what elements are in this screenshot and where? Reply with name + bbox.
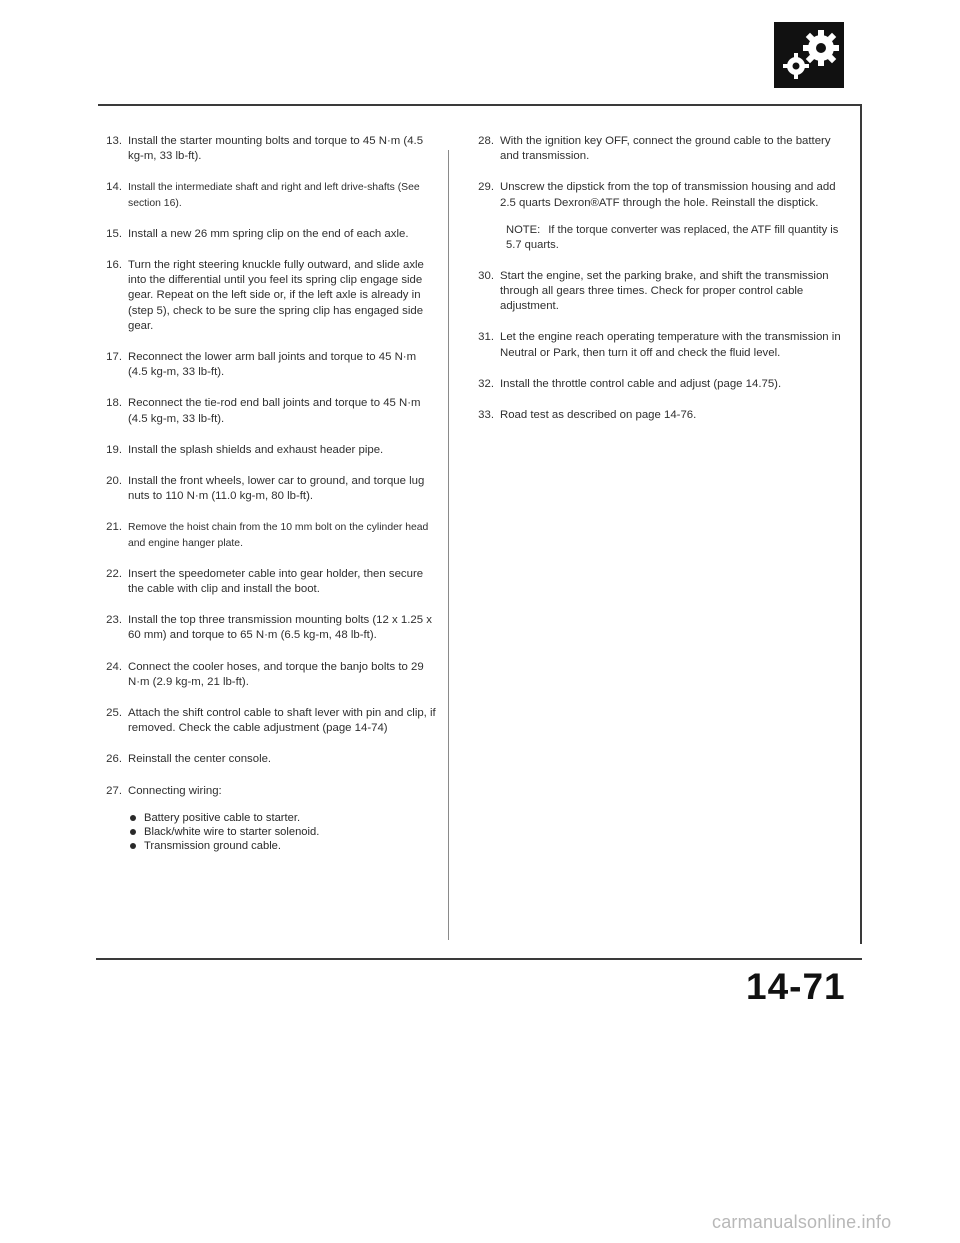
step-30: [462, 269, 846, 315]
step-25: [90, 706, 436, 736]
step-32: [462, 377, 846, 392]
gears-icon: [774, 22, 844, 88]
step-31: [462, 330, 846, 360]
step-number: 14.: [106, 181, 122, 194]
watermark[interactable]: carmanualsonline.info: [712, 1212, 892, 1232]
step-number: 25.: [106, 707, 122, 720]
step-16: [90, 258, 436, 334]
step-17: [90, 350, 436, 380]
top-rule: [98, 104, 862, 106]
step-19: [90, 443, 436, 458]
step-number: 27.: [106, 784, 122, 797]
step-text: Reconnect the tie-rod end ball joints and torque to 45 N·m (4.5 kg-m, 33 lb-ft).: [128, 397, 421, 425]
step-text: Install the throttle control cable and adjust (page 14.75).: [500, 377, 782, 390]
page-number: 14-71: [746, 966, 846, 1007]
step-27: [90, 784, 436, 799]
right-rule: [860, 104, 862, 944]
step-text: Road test as described on page 14-76.: [500, 409, 697, 422]
step-22: [90, 567, 436, 597]
step-26: [90, 752, 436, 767]
step-number: 15.: [106, 227, 122, 240]
step-number: 26.: [106, 753, 122, 766]
right-column: [462, 134, 846, 439]
step-text: Remove the hoist chain from the 10 mm bolt on the cylinder head and engine hanger plate.: [128, 522, 429, 549]
step-text: Install a new 26 mm spring clip on the end of each axle.: [128, 227, 409, 240]
step-text: Attach the shift control cable to shaft lever with pin and clip, if removed. Check the cable adjustment (page 14-74): [128, 707, 436, 735]
step-number: 31.: [478, 331, 494, 344]
step-text: Unscrew the dipstick from the top of transmission housing and add 2.5 quarts Dexron®ATF through the hole. Reinstall the disptick.: [500, 181, 836, 209]
step-18: [90, 396, 436, 426]
bottom-rule: [96, 958, 862, 960]
step-24: [90, 660, 436, 690]
step-number: 16.: [106, 259, 122, 272]
step-text: With the ignition key OFF, connect the ground cable to the battery and transmission.: [500, 135, 831, 163]
step-number: 23.: [106, 614, 122, 627]
left-column: [90, 134, 436, 853]
note-label: NOTE:: [506, 223, 541, 236]
step-number: 17.: [106, 351, 122, 364]
column-divider: [448, 150, 449, 940]
step-28: [462, 134, 846, 164]
step-number: 33.: [478, 409, 494, 422]
step-text: Connect the cooler hoses, and torque the banjo bolts to 29 N·m (2.9 kg-m, 21 lb-ft).: [128, 660, 424, 688]
step-text: Reinstall the center console.: [128, 753, 272, 766]
step-text: Let the engine reach operating temperature with the transmission in Neutral or Park, then turn it off and check the fluid level.: [500, 331, 841, 359]
step-number: 13.: [106, 135, 122, 147]
list-item: Transmission ground cable.: [128, 839, 436, 853]
step-33: [462, 408, 846, 423]
step-15: [90, 227, 436, 242]
step-number: 18.: [106, 397, 122, 410]
step-number: 30.: [478, 269, 494, 282]
step-number: 32.: [478, 377, 494, 390]
step-number: 24.: [106, 660, 122, 673]
step-text: Install the top three transmission mounting bolts (12 x 1.25 x 60 mm) and torque to 65 N·m (6.5 kg-m, 48 lb-ft).: [128, 614, 432, 642]
list-item: Black/white wire to starter solenoid.: [128, 825, 436, 839]
note-text: If the torque converter was replaced, the ATF fill quantity is 5.7 quarts.: [506, 223, 839, 251]
step-number: 28.: [478, 135, 494, 147]
step-text: Install the splash shields and exhaust header pipe.: [128, 443, 384, 456]
step-text: Insert the speedometer cable into gear holder, then secure the cable with clip and install the boot.: [128, 567, 424, 596]
step-20: [90, 474, 436, 504]
step-text: Turn the right steering knuckle fully outward, and slide axle into the differential until you feel its spring clip engage side gear. Repeat on the left side or, if the left axle is already in (step 5), check to be sure the spring clip has engaged side gear.: [128, 259, 424, 332]
step-text: Connecting wiring:: [128, 784, 222, 797]
step-29: [462, 180, 846, 210]
step-number: 22.: [106, 567, 122, 580]
step-text: Install the front wheels, lower car to ground, and torque lug nuts to 110 N·m (11.0 kg-m, 80 lb-ft).: [128, 475, 425, 503]
step-number: 20.: [106, 475, 122, 488]
step-text: Start the engine, set the parking brake, and shift the transmission through all gears three times. Check for proper control cable adjustment.: [500, 269, 829, 313]
step-14: [90, 180, 436, 210]
step-21: [90, 520, 436, 550]
step-13: [90, 134, 436, 164]
step-text: Install the intermediate shaft and right and left drive-shafts (See section 16).: [128, 182, 420, 209]
list-item: Battery positive cable to starter.: [128, 811, 436, 825]
step-23: [90, 613, 436, 643]
step-text: Install the starter mounting bolts and torque to 45 N·m (4.5 kg-m, 33 lb-ft).: [128, 135, 424, 163]
torque-converter-note: [506, 223, 846, 253]
step-number: 29.: [478, 181, 494, 194]
step-number: 19.: [106, 443, 122, 456]
wiring-bullet-list: [128, 811, 436, 853]
step-text: Reconnect the lower arm ball joints and torque to 45 N·m (4.5 kg-m, 33 lb-ft).: [128, 351, 417, 379]
step-number: 21.: [106, 521, 122, 534]
